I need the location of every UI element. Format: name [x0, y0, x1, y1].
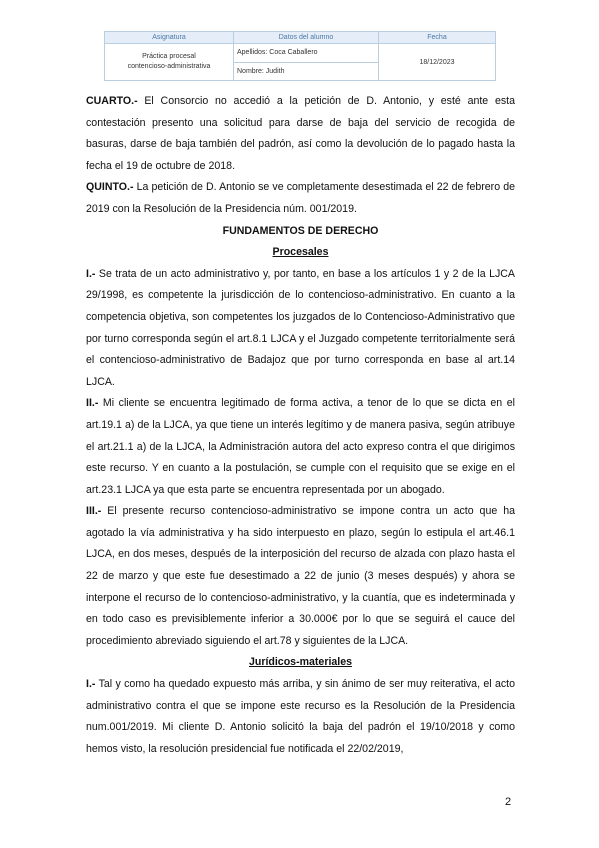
procesal-1-label: I.-: [86, 267, 96, 280]
header-asignatura-cell: [105, 44, 234, 81]
heading-fundamentos: FUNDAMENTOS DE DERECHO: [222, 224, 379, 237]
header-table: [104, 31, 496, 81]
header-asignatura-line1: Práctica procesal: [142, 53, 196, 60]
paragraph-procesal-1: [86, 264, 515, 394]
header-asignatura-line2: contencioso-administrativa: [127, 63, 211, 70]
page-number: 2: [505, 796, 512, 808]
paragraph-quinto: [86, 177, 515, 220]
procesal-3-label: III.-: [86, 505, 102, 518]
procesal-3-text: El presente recurso contencioso-administrativo se impone contra un acto que ha agotado la vía administrativa y ha sido interpuesto en plazo, según lo estipula el art.46.1 LJCA, en dos meses, después de la interposición del recurso de alzada con plazo hasta el 22 de marzo y que este fue desestimado a 22 de junio (3 meses después) y ahora se interpone el recurso de lo contencioso-administrativo, y la cuantía, que es indeterminada y en todo caso es previsiblemente inferior a 30.000€ por lo que se seguirá el cauce del procedimiento abreviado siguiendo el art.78 y siguientes de la LJCA.: [86, 505, 515, 647]
paragraph-cuarto: [86, 91, 515, 177]
heading-juridicos: Jurídicos-materiales: [248, 656, 353, 669]
juridico-1-label: I.-: [86, 678, 96, 691]
header-col-asignatura: Asignatura: [105, 32, 234, 44]
header-col-datos: Datos del alumno: [234, 32, 379, 44]
body-text: [86, 91, 515, 760]
header-fecha: 18/12/2023: [379, 44, 496, 81]
header-apellidos: Apellidos: Coca Caballero: [234, 44, 379, 63]
juridico-1-text: Tal y como ha quedado expuesto más arriba, y sin ánimo de ser muy reiterativa, el acto administrativo contra el que se impone este recurso es la Resolución de la Presidencia num.001/2019. Mi cliente D. Antonio solicitó la baja del padrón el 19/10/2018 y como hemos visto, la resolución presidencial fue notificada el 22/02/2019,: [86, 678, 515, 755]
header-col-fecha: Fecha: [379, 32, 496, 44]
paragraph-juridico-1: [86, 674, 515, 760]
header-nombre: Nombre: Judith: [234, 62, 379, 81]
procesal-2-text: Mi cliente se encuentra legitimado de forma activa, a tenor de lo que se dicta en el art.19.1 a) de la LJCA, ya que tiene un interés legítimo y de manera pasiva, según atribuye el art.21.1 a) de la LJCA, la Administración autora del acto expreso contra el que dirigimos este recurso. Y en cuanto a la postulación, se cumple con el requisito que se exige en el art.23.1 LJCA ya que esta parte se encuentra representada por un abogado.: [86, 397, 515, 496]
paragraph-procesal-2: [86, 393, 515, 501]
procesal-2-label: II.-: [86, 397, 99, 410]
cuarto-label: CUARTO.-: [86, 95, 138, 107]
cuarto-text: El Consorcio no accedió a la petición de D. Antonio, y esté ante esta contestación presento una solicitud para darse de baja del servicio de recogida de basuras, darse de baja también del padrón, así como la devolución de lo pagado hasta la fecha el 19 de octubre de 2018.: [86, 95, 515, 172]
paragraph-procesal-3: [86, 501, 515, 652]
procesal-1-text: Se trata de un acto administrativo y, por tanto, en base a los artículos 1 y 2 de la LJCA 29/1998, es competente la jurisdicción de lo contencioso-administrativo. En cuanto a la competencia objetiva, son competentes los juzgados de lo Contencioso-Administrativo que por turno corresponda según el art.8.1 LJCA y el Juzgado competente territorialmente será el contencioso-administrativo de Badajoz que por turno corresponda en base al art.14 LJCA.: [86, 267, 515, 388]
quinto-label: QUINTO.-: [86, 181, 134, 194]
heading-procesales: Procesales: [272, 246, 329, 259]
quinto-text: La petición de D. Antonio se ve completamente desestimada el 22 de febrero de 2019 con la Resolución de la Presidencia núm. 001/2019.: [86, 181, 515, 215]
